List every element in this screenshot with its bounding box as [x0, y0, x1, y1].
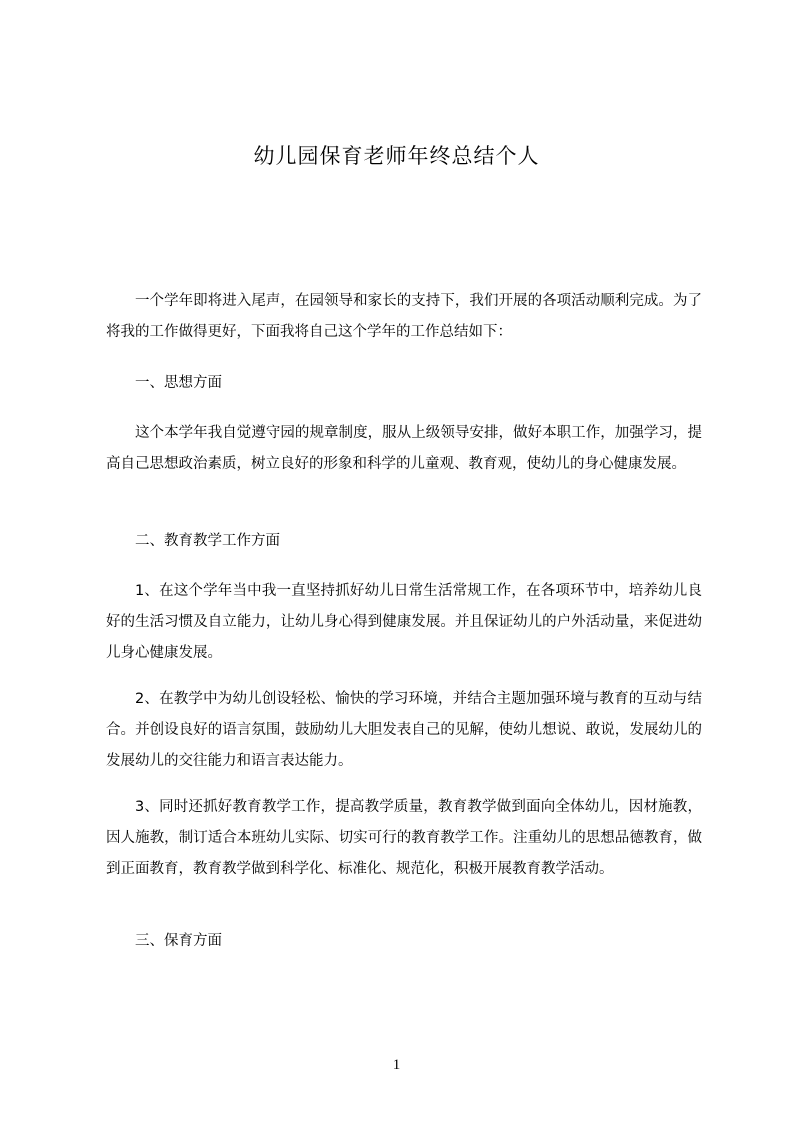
page-number: 1 [392, 1057, 401, 1073]
intro-paragraph: 一个学年即将进入尾声，在园领导和家长的支持下，我们开展的各项活动顺利完成。为了将我的工作做得更好，下面我将自己这个学年的工作总结如下： [106, 293, 702, 340]
section-heading-thought: 一、思想方面 [135, 375, 222, 391]
teaching-item-2: 2、在教学中为幼儿创设轻松、愉快的学习环境，并结合主题加强环境与教育的互动与结合。并创设良好的语言氛围，鼓励幼儿大胆发表自己的见解，使幼儿想说、敢说，发展幼儿的发展幼儿的交往能力和语言表达能力。 [106, 691, 702, 769]
document-title: 幼儿园保育老师年终总结个人 [253, 144, 540, 168]
teaching-item-3: 3、同时还抓好教育教学工作，提高教学质量，教育教学做到面向全体幼儿，因材施教，因人施教，制订适合本班幼儿实际、切实可行的教育教学工作。注重幼儿的思想品德教育，做到正面教育，教育教学做到科学化、标准化、规范化，积极开展教育教学活动。 [106, 799, 702, 877]
thought-paragraph: 这个本学年我自觉遵守园的规章制度，服从上级领导安排，做好本职工作，加强学习，提高自己思想政治素质，树立良好的形象和科学的儿童观、教育观，使幼儿的身心健康发展。 [106, 425, 702, 472]
teaching-item-1: 1、在这个学年当中我一直坚持抓好幼儿日常生活常规工作，在各项环节中，培养幼儿良好的生活习惯及自立能力，让幼儿身心得到健康发展。并且保证幼儿的户外活动量，来促进幼儿身心健康发展。 [106, 583, 702, 661]
section-heading-teaching: 二、教育教学工作方面 [135, 533, 280, 549]
section-heading-care: 三、保育方面 [135, 933, 222, 949]
